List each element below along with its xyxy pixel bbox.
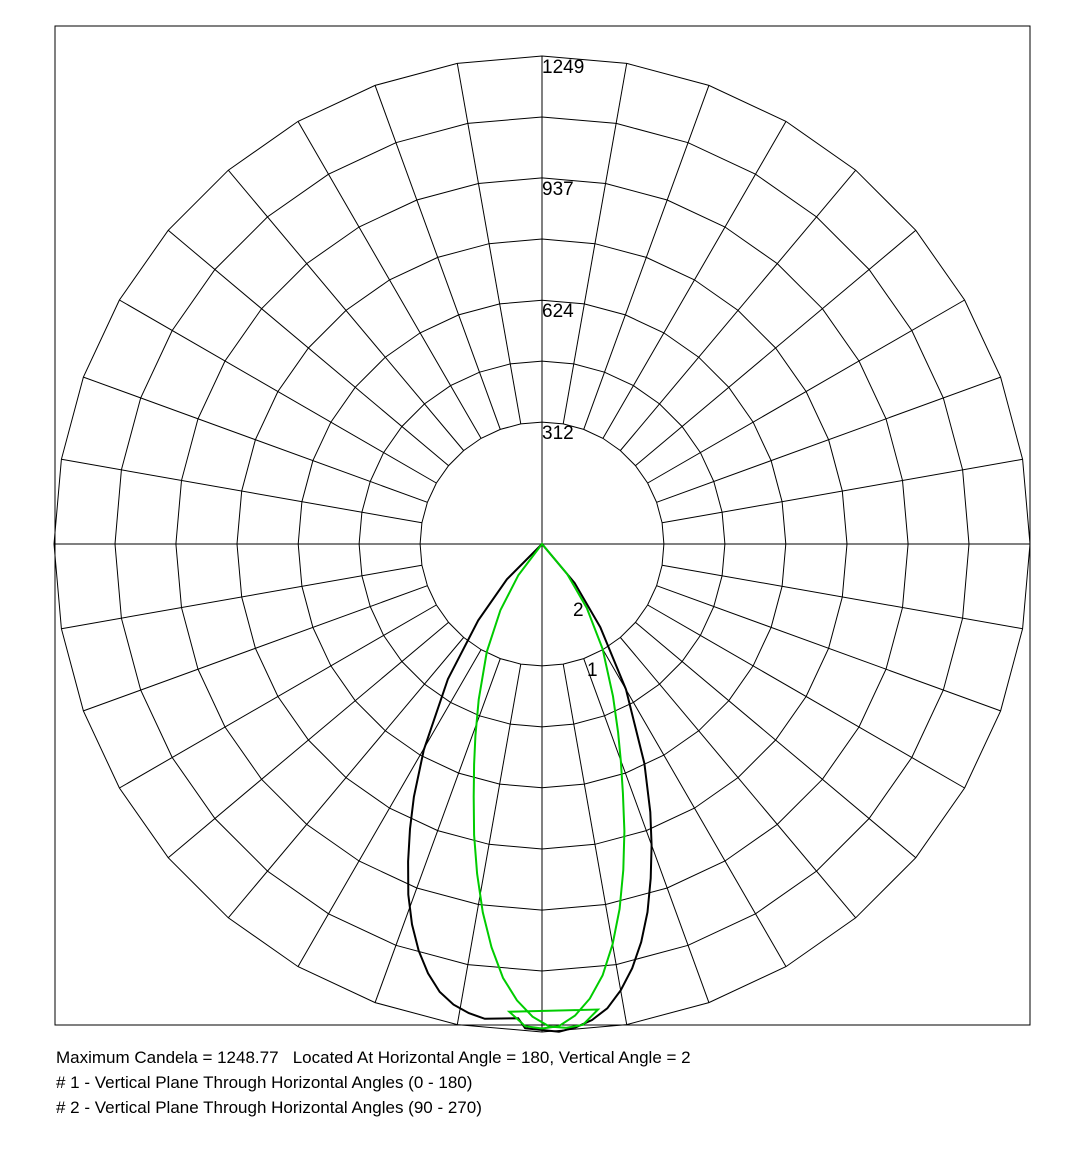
- grid-spoke-70: [657, 377, 1001, 502]
- grid-spoke-60: [648, 300, 965, 483]
- grid-spoke-300: [119, 300, 436, 483]
- radial-tick-label-624: 624: [542, 301, 574, 323]
- grid-spoke-120: [648, 605, 965, 788]
- radial-tick-label-312: 312: [542, 423, 574, 445]
- radial-tick-labels: [542, 57, 584, 444]
- radial-tick-label-937: 937: [542, 178, 574, 200]
- grid-spoke-340: [375, 85, 500, 429]
- grid-spoke-250: [83, 586, 427, 711]
- series-curve-2: [474, 544, 625, 1029]
- max-candela-caption: Maximum Candela = 1248.77 Located At Horizontal Angle = 180, Vertical Angle = 2: [56, 1048, 691, 1067]
- grid-spoke-330: [298, 121, 481, 438]
- grid-spoke-210: [298, 650, 481, 967]
- grid-spoke-160: [584, 659, 709, 1003]
- grid-spoke-150: [603, 650, 786, 967]
- series-2-caption: # 2 - Vertical Plane Through Horizontal Angles (90 - 270): [56, 1098, 482, 1117]
- series-1-caption: # 1 - Vertical Plane Through Horizontal Angles (0 - 180): [56, 1073, 473, 1092]
- grid-spoke-30: [603, 121, 786, 438]
- series-label-1: 1: [587, 660, 598, 681]
- grid-spoke-110: [657, 586, 1001, 711]
- radial-tick-label-1249: 1249: [542, 57, 585, 78]
- grid-spoke-290: [83, 377, 427, 502]
- series-label-2: 2: [573, 600, 584, 621]
- grid-spoke-240: [119, 605, 436, 788]
- grid-spoke-20: [584, 85, 709, 429]
